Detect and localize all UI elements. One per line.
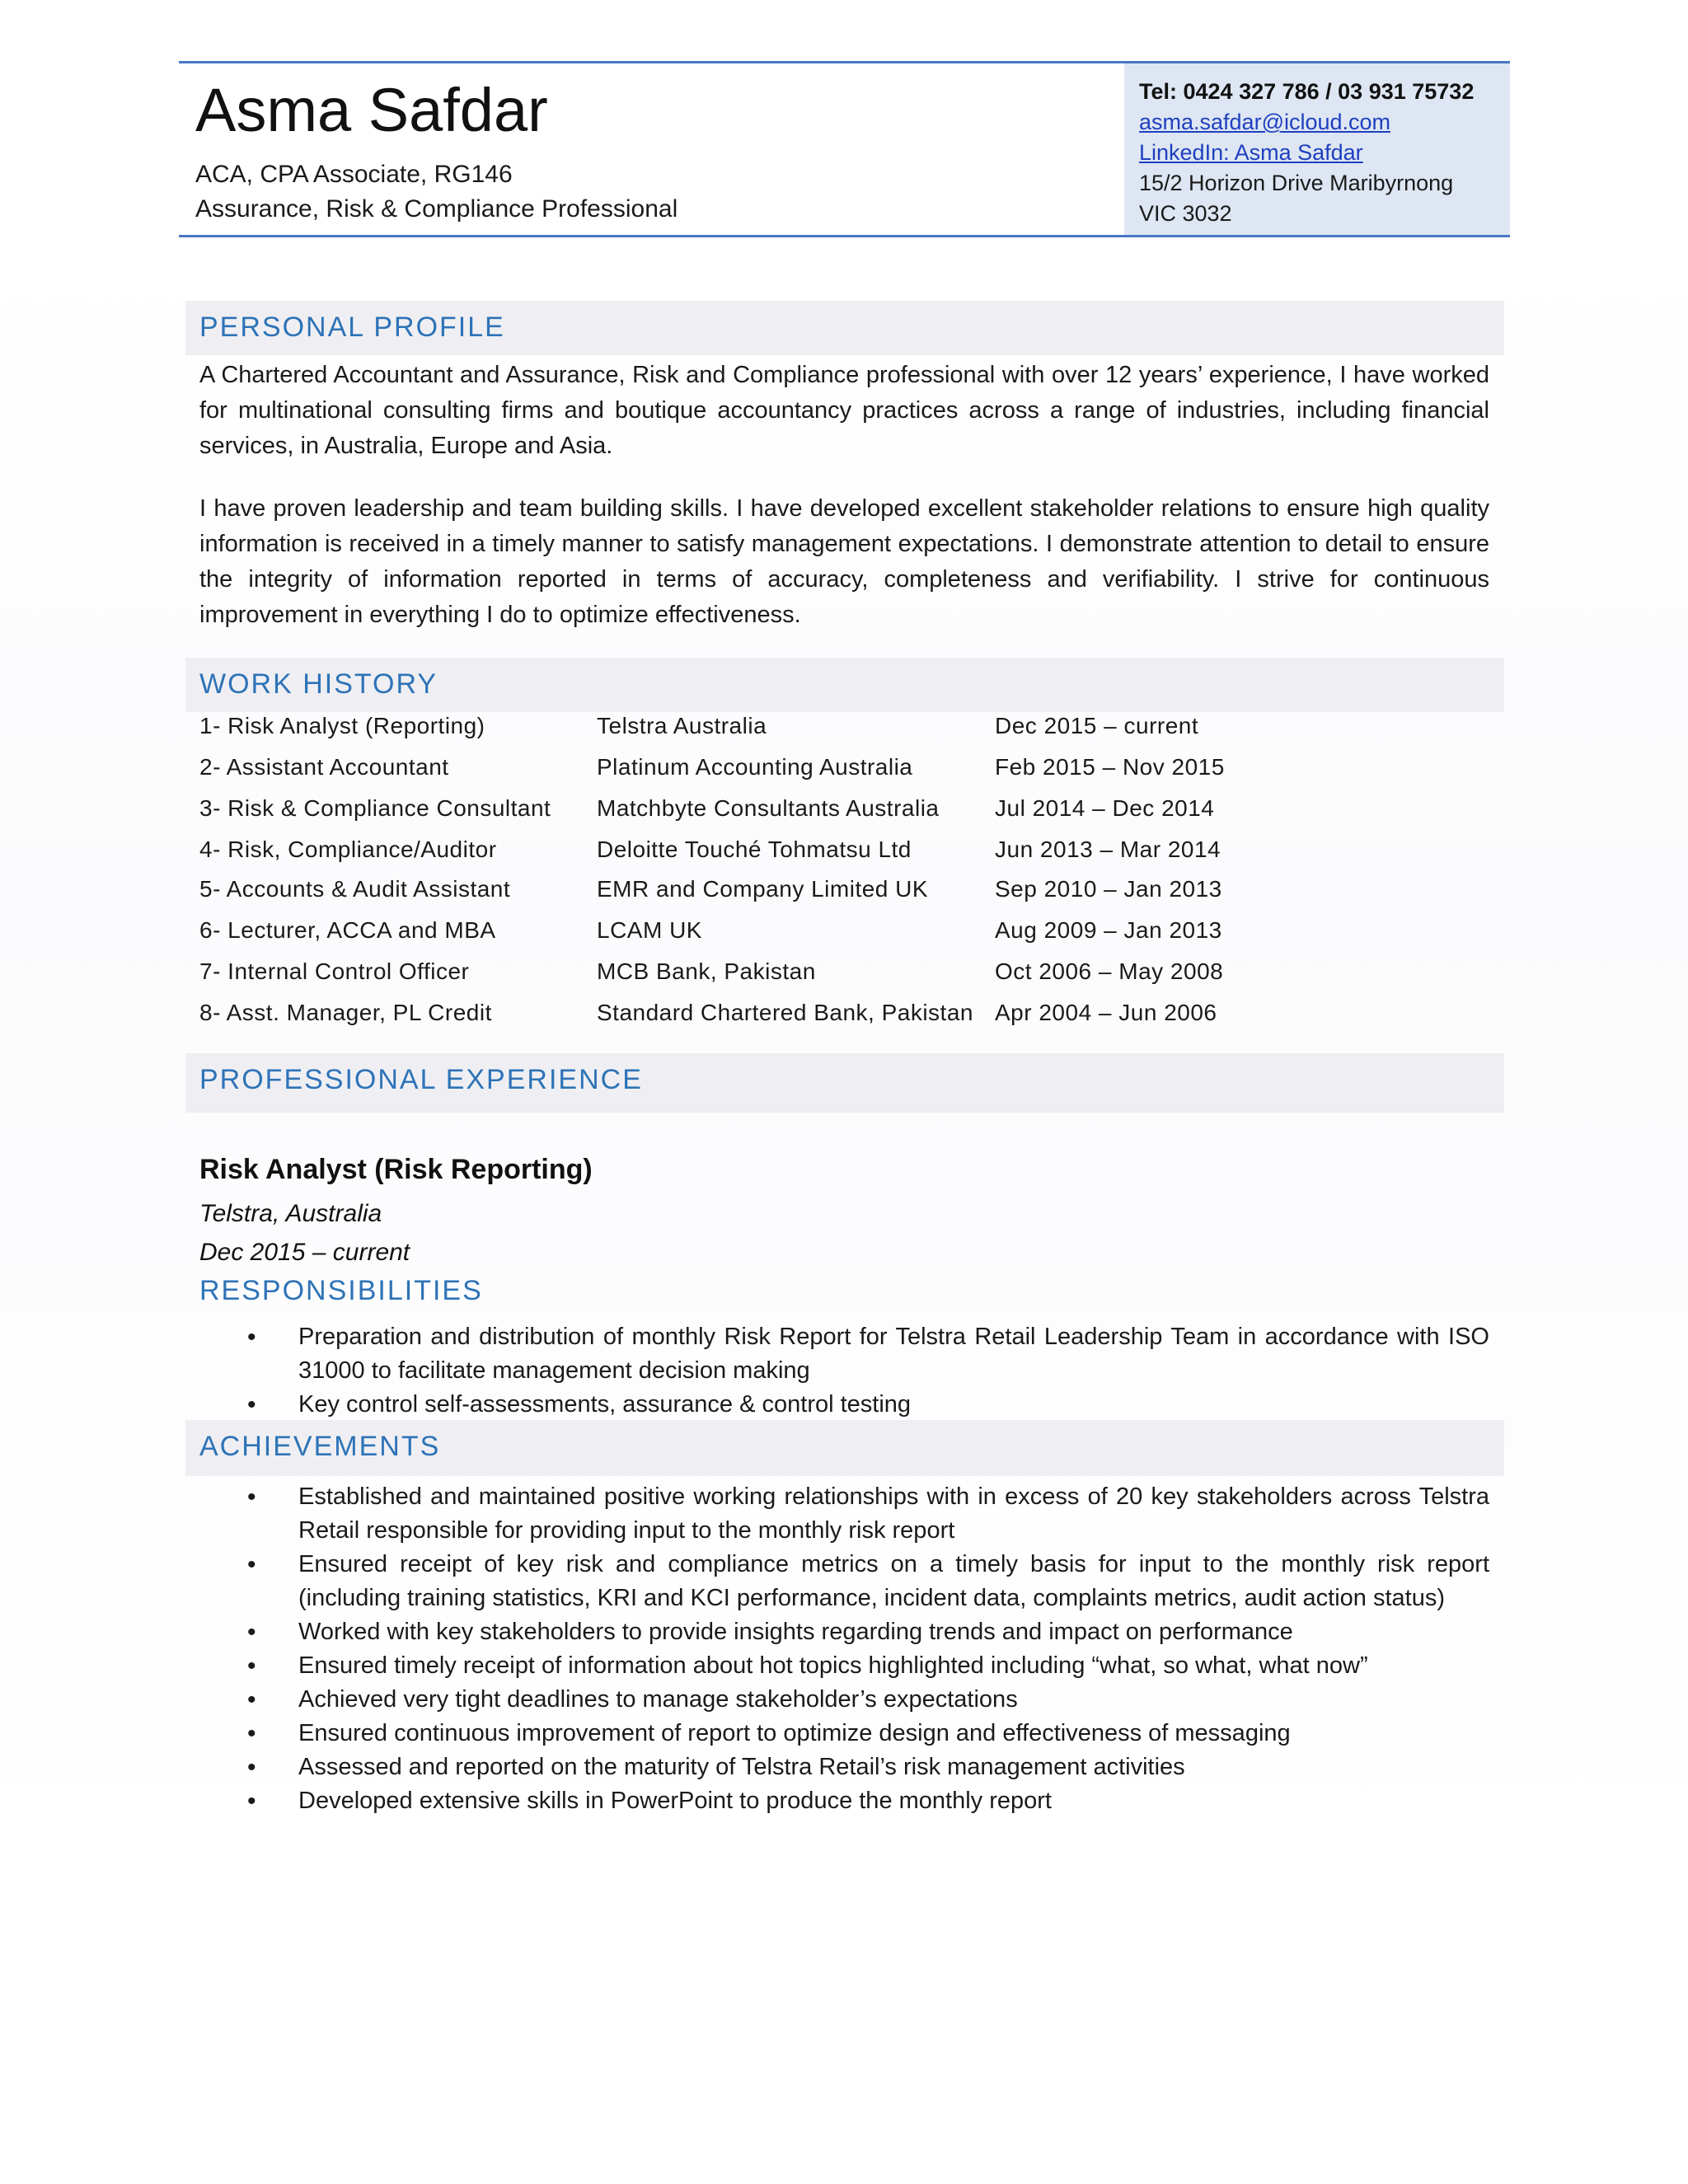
section-heading: PERSONAL PROFILE <box>199 312 505 343</box>
table-row <box>199 876 1353 909</box>
date-range: Jul 2014 – Dec 2014 <box>995 795 1215 821</box>
section-heading: WORK HISTORY <box>199 668 438 700</box>
address-line-1: 15/2 Horizon Drive Maribyrnong <box>1139 171 1454 195</box>
date-range: Jun 2013 – Mar 2014 <box>995 837 1221 862</box>
achievements-heading: ACHIEVEMENTS <box>199 1431 441 1462</box>
list-item: • Achieved very tight deadlines to manage stakeholder’s expectations <box>298 1683 1489 1717</box>
date-range: Dec 2015 – current <box>995 713 1199 738</box>
list-item: • Key control self-assessments, assurance & control testing <box>298 1388 1489 1422</box>
address-line-2: VIC 3032 <box>1139 201 1232 226</box>
job-role: 4- Risk, Compliance/Auditor <box>199 837 497 862</box>
job-role: 8- Asst. Manager, PL Credit <box>199 1000 492 1025</box>
employer: LCAM UK <box>597 917 702 943</box>
employer: Deloitte Touché Tohmatsu Ltd <box>597 837 912 862</box>
table-row <box>199 1000 1353 1033</box>
professional-tagline: Assurance, Risk & Compliance Professional <box>195 195 678 223</box>
responsibilities-list <box>298 1320 1489 1422</box>
employer: Platinum Accounting Australia <box>597 754 913 780</box>
date-range: Sep 2010 – Jan 2013 <box>995 876 1222 902</box>
achievements-list <box>298 1480 1489 1818</box>
section-work-history <box>185 658 1504 712</box>
email-link[interactable]: asma.safdar@icloud.com <box>1139 110 1391 134</box>
job-role: 5- Accounts & Audit Assistant <box>199 876 511 902</box>
section-personal-profile <box>185 301 1504 355</box>
job-role: 2- Assistant Accountant <box>199 754 449 780</box>
employer: MCB Bank, Pakistan <box>597 958 816 984</box>
employer: Telstra Australia <box>597 713 767 738</box>
table-row <box>199 713 1353 746</box>
date-range: Feb 2015 – Nov 2015 <box>995 754 1225 780</box>
job-company: Telstra, Australia <box>199 1200 382 1227</box>
list-item: • Established and maintained positive working relationships with in excess of 20 key stakeholders across Telstra Retail responsible for providing input to the monthly risk report <box>298 1480 1489 1548</box>
list-item: • Developed extensive skills in PowerPoint to produce the monthly report <box>298 1784 1489 1818</box>
employer: EMR and Company Limited UK <box>597 876 929 902</box>
list-item: • Preparation and distribution of monthly Risk Report for Telstra Retail Leadership Team in accordance with ISO 31000 to facilitate management decision making <box>298 1320 1489 1388</box>
candidate-name: Asma Safdar <box>195 76 548 144</box>
job-title: Risk Analyst (Risk Reporting) <box>199 1154 593 1185</box>
date-range: Aug 2009 – Jan 2013 <box>995 917 1222 943</box>
employer: Matchbyte Consultants Australia <box>597 795 940 821</box>
credentials: ACA, CPA Associate, RG146 <box>195 161 513 188</box>
linkedin-link[interactable]: LinkedIn: Asma Safdar <box>1139 140 1363 165</box>
list-item: • Ensured timely receipt of information about hot topics highlighted including “what, so what, what now” <box>298 1649 1489 1683</box>
contact-box <box>1124 63 1510 235</box>
responsibilities-heading: RESPONSIBILITIES <box>199 1275 483 1306</box>
resume-header <box>179 61 1510 237</box>
list-item: • Assessed and reported on the maturity of Telstra Retail’s risk management activities <box>298 1750 1489 1784</box>
date-range: Apr 2004 – Jun 2006 <box>995 1000 1217 1025</box>
phone-numbers: Tel: 0424 327 786 / 03 931 75732 <box>1139 79 1475 104</box>
table-row <box>199 917 1353 950</box>
table-row <box>199 837 1353 869</box>
job-dates: Dec 2015 – current <box>199 1239 410 1266</box>
profile-paragraph-1: A Chartered Accountant and Assurance, Risk and Compliance professional with over 12 years’ experience, I have worked for multinational consulting firms and boutique accountancy practices across a range of industries, including financial services, in Australia, Europe and Asia. <box>199 362 1489 459</box>
section-heading: PROFESSIONAL EXPERIENCE <box>199 1064 643 1095</box>
job-role: 1- Risk Analyst (Reporting) <box>199 713 485 738</box>
section-achievements <box>185 1420 1504 1476</box>
list-item: • Ensured receipt of key risk and compliance metrics on a timely basis for input to the monthly risk report (including training statistics, KRI and KCI performance, incident data, complaints metrics, audit action status) <box>298 1548 1489 1615</box>
job-role: 3- Risk & Compliance Consultant <box>199 795 551 821</box>
date-range: Oct 2006 – May 2008 <box>995 958 1224 984</box>
table-row <box>199 754 1353 787</box>
job-role: 6- Lecturer, ACCA and MBA <box>199 917 496 943</box>
job-role: 7- Internal Control Officer <box>199 958 470 984</box>
employer: Standard Chartered Bank, Pakistan <box>597 1000 973 1025</box>
profile-paragraph-2: I have proven leadership and team building skills. I have developed excellent stakeholder relations to ensure high quality information is received in a timely manner to satisfy management expectations. I demonstrate attention to detail to ensure the integrity of information reported in terms of accuracy, completeness and verifiability. I strive for continuous improvement in everything I do to optimize effectiveness. <box>199 495 1489 628</box>
table-row <box>199 795 1353 828</box>
table-row <box>199 958 1353 991</box>
list-item: • Ensured continuous improvement of report to optimize design and effectiveness of messaging <box>298 1717 1489 1750</box>
section-professional-experience <box>185 1053 1504 1113</box>
list-item: • Worked with key stakeholders to provide insights regarding trends and impact on performance <box>298 1615 1489 1649</box>
